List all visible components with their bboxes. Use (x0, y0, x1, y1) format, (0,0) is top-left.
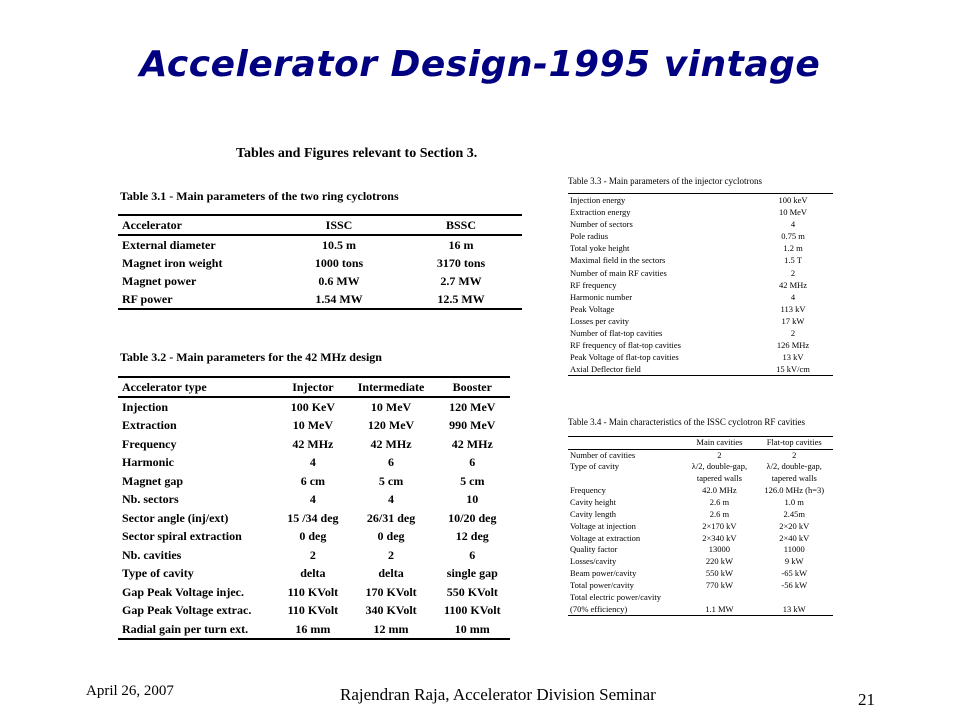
column-header: ISSC (325, 218, 353, 232)
table-cell: 2×170 kV (702, 520, 737, 531)
table-row (118, 290, 522, 309)
table-cell: 10 (466, 492, 479, 507)
column-header: Intermediate (357, 380, 425, 394)
table-33 (568, 193, 833, 376)
table-cell: 990 MeV (449, 418, 496, 433)
table-33-caption: Table 3.3 - Main parameters of the injector cyclotrons (568, 176, 763, 186)
table-cell (568, 473, 683, 485)
table-row (118, 490, 510, 509)
table-cell: -65 kW (781, 568, 808, 579)
column-header: BSSC (445, 218, 477, 232)
slide-title: Accelerator Design-1995 vintage (139, 44, 821, 85)
page-number: 21 (858, 690, 875, 709)
table-cell: 9 kW (784, 556, 804, 567)
table-cell: Number of main RF cavities (570, 267, 667, 278)
table-32-caption: Table 3.2 - Main parameters for the 42 MHz design (120, 350, 382, 364)
table-row (568, 339, 833, 351)
table-cell: 2.7 MW (440, 274, 482, 288)
table-cell: 550 KVolt (446, 584, 498, 599)
table-row (568, 206, 833, 218)
column-header: Flat-top cavities (766, 437, 822, 447)
column-header (568, 437, 683, 450)
table-cell: 2 (792, 449, 797, 460)
table-header-row (118, 377, 510, 397)
table-cell: Extraction energy (570, 207, 631, 218)
table-cell: 110 KVolt (287, 603, 339, 618)
table-row (568, 544, 833, 556)
table-row (568, 194, 833, 207)
table-row (568, 461, 833, 473)
table-cell: Magnet iron weight (122, 256, 223, 270)
table-row (568, 604, 833, 616)
table-cell: (70% efficiency) (570, 603, 628, 614)
table-cell: 16 m (448, 238, 474, 252)
table-row (568, 449, 833, 461)
table-cell: 2×340 kV (702, 532, 737, 543)
table-cell: Total electric power/cavity (570, 591, 661, 602)
table-cell: 126.0 MHz (h=3) (764, 484, 825, 495)
column-header: Injector (292, 380, 334, 394)
table-row (568, 509, 833, 521)
table-cell: 1.2 m (783, 243, 803, 254)
table-cell: Number of sectors (570, 219, 633, 230)
table-cell: Maximal field in the sectors (570, 255, 666, 266)
table-cell: 6 (469, 547, 476, 562)
table-cell: External diameter (122, 238, 216, 252)
table-cell: λ/2, double-gap, (691, 461, 748, 472)
column-header: Accelerator type (122, 380, 207, 394)
table-row (568, 473, 833, 485)
table-row (118, 397, 510, 416)
table-cell: Number of cavities (570, 449, 636, 460)
table-row (118, 546, 510, 565)
table-cell: Pole radius (570, 231, 609, 242)
table-cell: RF frequency (570, 279, 617, 290)
table-cell: 10 MeV (778, 207, 808, 218)
table-cell: Sector spiral extraction (122, 529, 242, 544)
table-cell: 5 cm (378, 473, 404, 488)
table-row (568, 485, 833, 497)
table-row (118, 254, 522, 272)
table-cell: 2×20 kV (779, 520, 810, 531)
table-row (118, 620, 510, 639)
table-cell: 1.54 MW (315, 292, 363, 306)
table-cell: Cavity length (570, 508, 617, 519)
table-cell: 100 KeV (290, 400, 336, 414)
section-heading: Tables and Figures relevant to Section 3. (236, 146, 478, 161)
table-cell: Frequency (570, 484, 606, 495)
table-cell: Magnet gap (122, 473, 183, 488)
table-cell: Type of cavity (570, 461, 619, 472)
table-cell: 42 MHz (778, 279, 808, 290)
table-cell: 120 MeV (449, 400, 496, 414)
table-cell: Total yoke height (570, 243, 630, 254)
table-cell: Beam power/cavity (570, 568, 637, 579)
table-row (568, 303, 833, 315)
table-row (118, 564, 510, 583)
table-cell: 340 KVolt (365, 603, 417, 618)
table-cell: Peak Voltage (570, 303, 615, 314)
table-cell: 42 MHz (451, 436, 493, 451)
table-row (568, 520, 833, 532)
table-cell: 1.1 MW (705, 603, 734, 614)
table-cell (683, 592, 755, 604)
table-cell: Injection energy (570, 195, 626, 205)
table-cell: Nb. sectors (122, 492, 179, 507)
table-31 (118, 214, 522, 310)
table-cell: 2 (388, 547, 395, 562)
table-cell: 4 (790, 219, 796, 230)
table-cell: 3170 tons (436, 256, 486, 270)
table-cell: 0 deg (377, 529, 405, 544)
table-cell: 42.0 MHz (702, 484, 737, 495)
column-header: Booster (452, 380, 492, 394)
table-cell: 10 MeV (292, 418, 334, 433)
table-row (568, 592, 833, 604)
table-cell: 0.75 m (781, 231, 805, 242)
table-row (568, 218, 833, 230)
table-cell: RF power (122, 292, 173, 306)
table-cell: 0.6 MW (318, 274, 360, 288)
table-cell: 13000 (708, 544, 731, 555)
table-cell: Cavity height (570, 496, 617, 507)
table-cell: Harmonic number (570, 291, 633, 302)
table-cell: 2 (790, 327, 796, 338)
table-cell: Nb. cavities (122, 547, 182, 562)
table-cell: 6 (388, 455, 395, 470)
table-row (118, 416, 510, 435)
table-cell: 2 (309, 547, 316, 562)
table-header-row (568, 437, 833, 450)
table-cell: Harmonic (122, 455, 174, 470)
table-row (568, 291, 833, 303)
table-cell: 110 KVolt (287, 584, 339, 599)
table-row (568, 363, 833, 376)
table-cell: 2.6 m (709, 496, 730, 507)
table-cell: 550 kW (705, 568, 733, 579)
table-cell: 10.5 m (322, 238, 356, 252)
table-header-row (118, 215, 522, 235)
table-cell: Type of cavity (122, 566, 194, 581)
table-cell: 5 cm (460, 473, 485, 488)
table-row (568, 266, 833, 278)
table-cell: Axial Deflector field (570, 364, 641, 375)
table-cell: 10/20 deg (448, 510, 497, 525)
table-cell (755, 592, 833, 604)
table-cell: Gap Peak Voltage extrac. (122, 603, 252, 618)
table-cell: 2 (790, 267, 796, 278)
table-cell: 6 cm (300, 473, 326, 488)
table-row (568, 556, 833, 568)
table-row (568, 351, 833, 363)
table-cell: 4 (388, 492, 395, 507)
table-cell: Losses/cavity (570, 556, 617, 567)
table-cell: 42 MHz (292, 436, 334, 451)
table-row (118, 472, 510, 491)
table-cell: 42 MHz (370, 436, 412, 451)
table-row (118, 453, 510, 472)
table-cell: 770 kW (705, 580, 733, 591)
footer-date: April 26, 2007 (86, 683, 174, 699)
table-cell: 220 kW (705, 556, 733, 567)
table-cell: 4 (309, 492, 316, 507)
table-cell: Total power/cavity (570, 580, 634, 591)
table-row (118, 235, 522, 254)
table-cell: Extraction (122, 418, 177, 433)
table-row (568, 315, 833, 327)
table-cell: Injection (122, 400, 168, 414)
table-cell: delta (300, 566, 326, 581)
table-cell: Number of flat-top cavities (570, 327, 663, 338)
table-cell: 13 kW (782, 603, 806, 614)
table-row (118, 527, 510, 546)
table-cell: 10 mm (454, 621, 490, 636)
table-cell: Gap Peak Voltage injec. (122, 584, 244, 599)
table-row (568, 242, 833, 254)
table-34-caption: Table 3.4 - Main characteristics of the ISSC cyclotron RF cavities (568, 417, 806, 427)
table-cell: 1100 KVolt (444, 603, 501, 618)
table-cell: 10 MeV (370, 400, 412, 414)
column-header: Main cavities (696, 437, 743, 447)
table-cell: Frequency (122, 436, 177, 451)
table-cell: Sector angle (inj/ext) (122, 510, 229, 525)
table-cell: 2.6 m (709, 508, 730, 519)
table-cell: 4 (309, 455, 316, 470)
table-row (118, 583, 510, 602)
table-cell: 1.5 T (784, 255, 802, 266)
table-row (568, 568, 833, 580)
table-cell: Losses per cavity (570, 315, 630, 326)
table-cell: 170 KVolt (365, 584, 417, 599)
table-cell: 2×40 kV (779, 532, 810, 543)
table-row (118, 435, 510, 454)
table-cell: 126 MHz (776, 340, 810, 351)
table-row (568, 532, 833, 544)
table-cell: 2.45m (783, 508, 805, 519)
table-cell: 100 keV (778, 195, 808, 205)
table-cell: 15 /34 deg (287, 510, 339, 525)
table-cell: 0 deg (299, 529, 327, 544)
table-cell: Magnet power (122, 274, 197, 288)
table-cell: 1000 tons (314, 256, 364, 270)
table-row (568, 254, 833, 266)
table-cell: Quality factor (570, 544, 618, 555)
table-cell: 2 (717, 449, 722, 460)
table-cell: 4 (790, 291, 796, 302)
table-row (568, 230, 833, 242)
table-34 (568, 436, 833, 616)
table-32 (118, 376, 510, 640)
table-cell: Voltage at extraction (570, 532, 641, 543)
column-header: Accelerator (122, 218, 182, 232)
table-cell: Peak Voltage of flat-top cavities (570, 352, 679, 363)
table-row (568, 327, 833, 339)
table-31-caption: Table 3.1 - Main parameters of the two ring cyclotrons (120, 189, 399, 203)
table-row (118, 509, 510, 528)
table-cell: single gap (446, 566, 498, 581)
table-cell: 1.0 m (784, 496, 804, 507)
footer-author: Rajendran Raja, Accelerator Division Seminar (340, 685, 656, 704)
table-cell: 113 kV (780, 303, 806, 314)
table-row (568, 279, 833, 291)
table-row (568, 497, 833, 509)
table-cell: 26/31 deg (366, 510, 416, 525)
table-cell: 15 kV/cm (776, 364, 810, 375)
table-cell: tapered walls (696, 473, 742, 484)
table-cell: RF frequency of flat-top cavities (570, 340, 681, 351)
table-cell: 12 deg (455, 529, 489, 544)
table-cell: 12 mm (373, 621, 409, 636)
table-cell: 11000 (783, 544, 805, 555)
table-cell: 17 kW (781, 315, 805, 326)
table-cell: 6 (469, 455, 476, 470)
table-cell: delta (378, 566, 404, 581)
table-cell: 13 kV (782, 352, 804, 363)
table-cell: 12.5 MW (437, 292, 485, 306)
table-cell: -56 kW (781, 580, 808, 591)
table-row (118, 601, 510, 620)
table-cell: 16 mm (295, 621, 331, 636)
table-cell: Radial gain per turn ext. (122, 621, 249, 636)
table-row (568, 580, 833, 592)
table-cell: 120 MeV (367, 418, 415, 433)
table-cell: Voltage at injection (570, 520, 636, 531)
table-row (118, 272, 522, 290)
table-cell: λ/2, double-gap, (766, 461, 822, 472)
table-cell: tapered walls (771, 473, 817, 484)
